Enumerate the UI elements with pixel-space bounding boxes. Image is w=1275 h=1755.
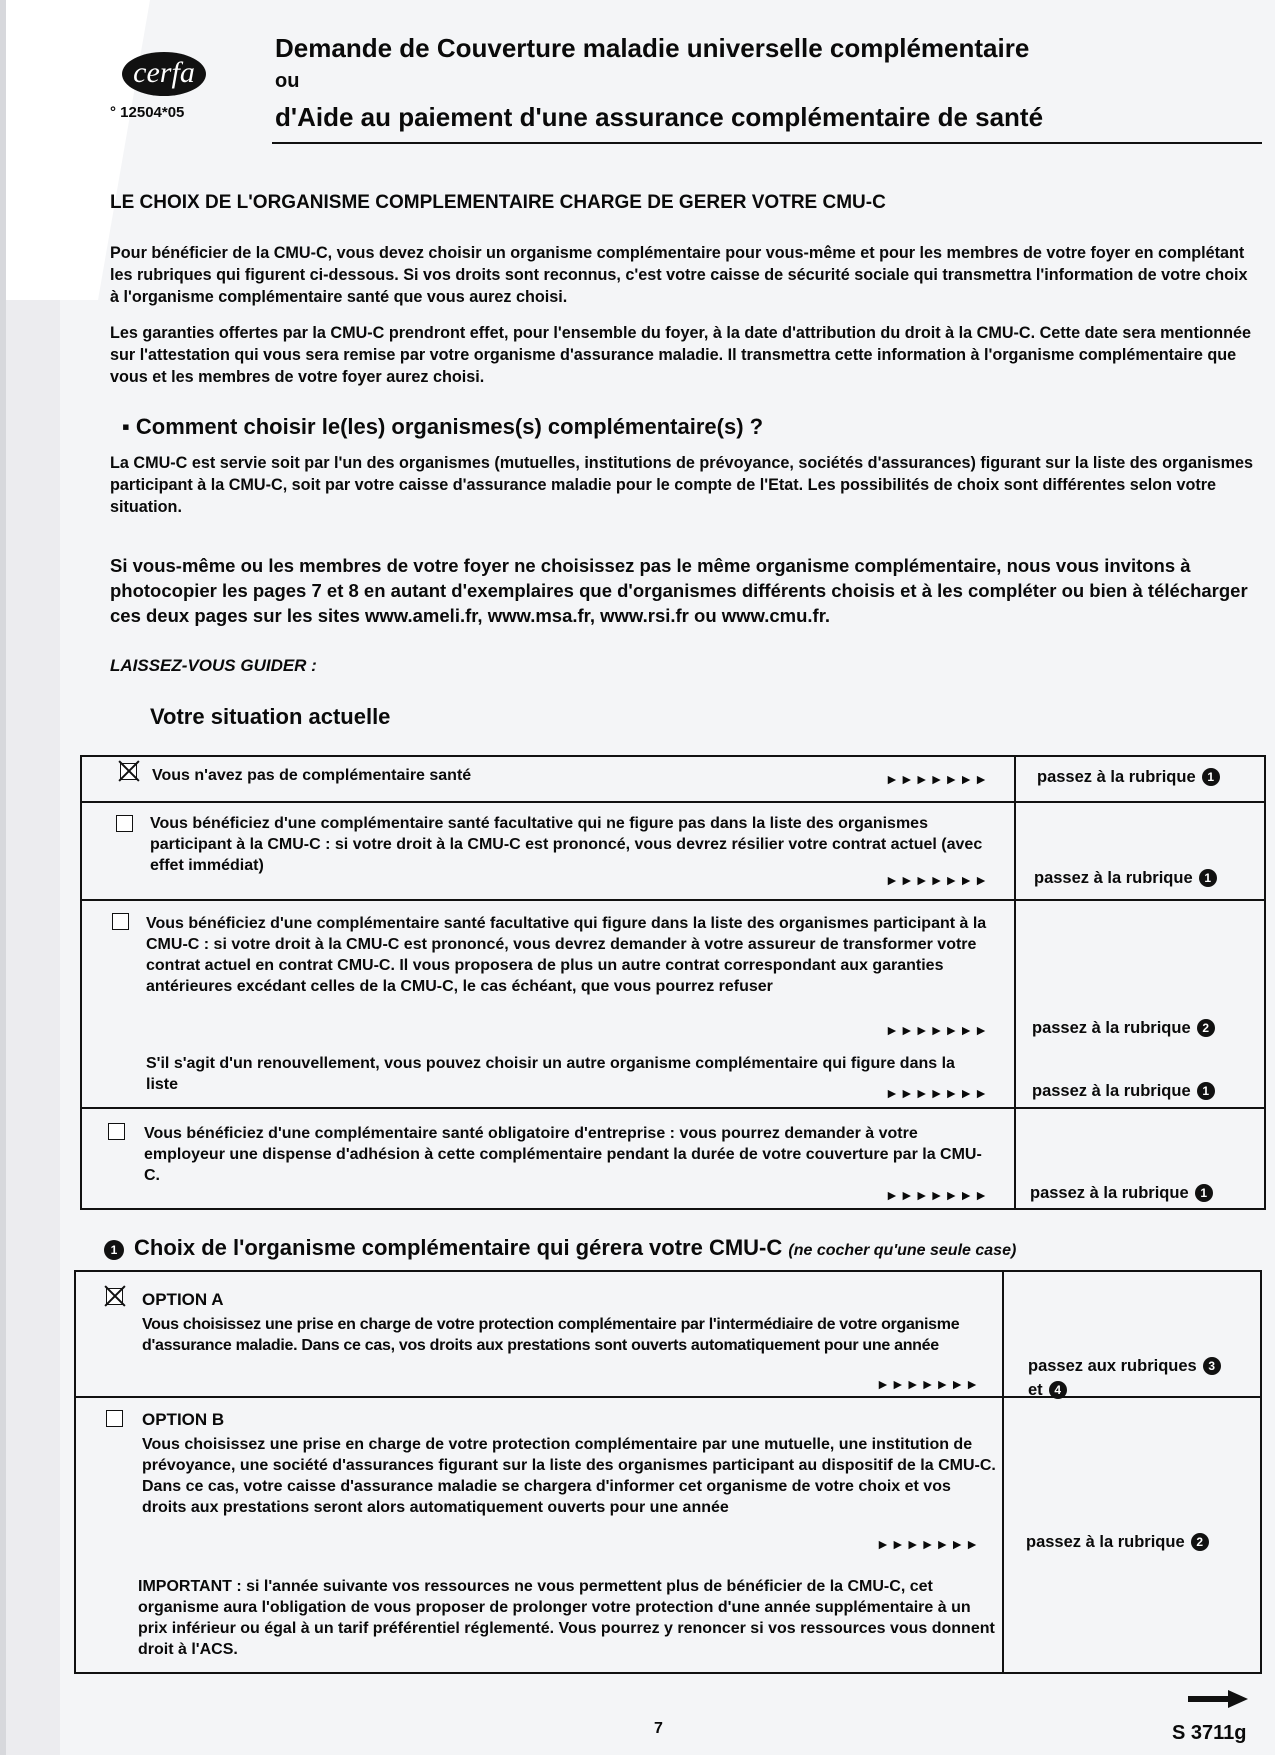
- cerfa-logo: cerfa: [122, 52, 206, 96]
- page-number: 7: [654, 1720, 663, 1737]
- form-code: S 3711g: [1172, 1722, 1247, 1744]
- arrows: ►►►►►►►: [885, 771, 989, 787]
- action-2: passez à la rubrique 1: [1034, 869, 1217, 888]
- subheading: ▪ Comment choisir le(les) organismes(s) complémentaire(s) ?: [122, 414, 764, 439]
- situation-heading: Votre situation actuelle: [150, 704, 391, 729]
- arrows: ►►►►►►►: [885, 1022, 989, 1038]
- title-line-2: d'Aide au paiement d'une assurance complémentaire de santé: [275, 102, 1044, 132]
- scan-edge: [0, 0, 6, 1755]
- arrows: ►►►►►►►: [885, 1187, 989, 1203]
- options-table: [74, 1270, 1262, 1674]
- action-3: passez à la rubrique 2: [1032, 1019, 1215, 1038]
- option-b-label: OPTION B: [142, 1410, 225, 1429]
- form-number: ° 12504*05: [110, 104, 185, 121]
- row-divider: [82, 899, 1264, 901]
- row-divider: [76, 1396, 1260, 1398]
- paragraph-4: Si vous-même ou les membres de votre foyer ne choisissez pas le même organisme complémentaire, nous vous invitons à photocopier les pages 7 et 8 en autant d'exemplaires que d'organismes différents choisis et à les compléter ou bien à télécharger ces deux pages sur les sites www.ameli.fr, www.msa.fr, www.rsi.fr ou www.cmu.fr.: [110, 555, 1248, 626]
- situation-checkbox-1[interactable]: [120, 763, 137, 780]
- title-line-1: Demande de Couverture maladie universelle complémentaire: [275, 33, 1030, 63]
- option-a-checkbox[interactable]: [106, 1288, 123, 1305]
- guide-label: LAISSEZ-VOUS GUIDER :: [110, 656, 317, 675]
- situation-checkbox-4[interactable]: [108, 1123, 125, 1140]
- situation-subtext-3: S'il s'agit d'un renouvellement, vous pouvez choisir un autre organisme complémentaire qui figure dans la liste: [146, 1055, 955, 1093]
- arrows: ►►►►►►►: [876, 1536, 980, 1552]
- choice-note: (ne cocher qu'une seule case): [788, 1242, 1017, 1259]
- paragraph-3: La CMU-C est servie soit par l'un des organismes (mutuelles, institutions de prévoyance, sociétés d'assurances) figurant sur la liste des organismes participant à la CMU-C, soit par votre caisse d'assurance maladie pour le compte de l'Etat. Les possibilités de choix sont différentes selon votre situation.: [110, 454, 1253, 516]
- situation-checkbox-3[interactable]: [112, 913, 129, 930]
- situation-text-4: Vous bénéficiez d'une complémentaire santé obligatoire d'entreprise : vous pourrez demander à votre employeur une dispense d'adhésion à cette complémentaire pendant la durée de votre couverture par la CMU-C.: [144, 1125, 982, 1184]
- arrows: ►►►►►►►: [885, 1085, 989, 1101]
- title-rule: [272, 142, 1262, 144]
- row-divider: [82, 801, 1264, 803]
- option-a-action: passez aux rubriques 3 et 4: [1028, 1354, 1221, 1402]
- option-b-checkbox[interactable]: [106, 1410, 123, 1427]
- paragraph-2: Les garanties offertes par la CMU-C prendront effet, pour l'ensemble du foyer, à la date d'attribution du droit à la CMU-C. Cette date sera mentionnée sur l'attestation qui vous sera remise par votre organisme d'assurance maladie. Il transmettra cette information à l'organisme complémentaire que vous et les membres de votre foyer aurez choisi.: [110, 324, 1252, 386]
- scan-shadow: [0, 240, 60, 1755]
- action-4: passez à la rubrique 1: [1030, 1184, 1213, 1203]
- column-separator: [1002, 1272, 1004, 1672]
- section-heading: LE CHOIX DE L'ORGANISME COMPLEMENTAIRE CHARGE DE GERER VOTRE CMU-C: [110, 192, 886, 213]
- action-1: passez à la rubrique 1: [1037, 768, 1220, 787]
- row-divider: [82, 1107, 1264, 1109]
- situation-table: [80, 755, 1266, 1210]
- title-or: ou: [275, 70, 300, 92]
- next-page-arrow-icon: [1188, 1690, 1248, 1708]
- paragraph-1: Pour bénéficier de la CMU-C, vous devez choisir un organisme complémentaire pour vous-même et pour les membres de votre foyer en complétant les rubriques qui figurent ci-dessous. Si vos droits sont reconnus, c'est votre caisse de sécurité sociale qui transmettra l'information de votre choix à l'organisme complémentaire santé que vous aurez choisi.: [110, 244, 1248, 306]
- number-badge: 1: [104, 1240, 124, 1260]
- option-b-action: passez à la rubrique 2: [1026, 1533, 1209, 1552]
- situation-text-2: Vous bénéficiez d'une complémentaire santé facultative qui ne figure pas dans la liste des organismes participant à la CMU-C : si votre droit à la CMU-C est prononcé, vous devrez résilier votre contrat actuel (avec effet immédiat): [150, 815, 983, 874]
- situation-text-1: Vous n'avez pas de complémentaire santé: [152, 767, 472, 784]
- option-a-text: Vous choisissez une prise en charge de votre protection complémentaire par l'intermédiaire de votre organisme d'assurance maladie. Dans ce cas, vos droits aux prestations sont ouverts automatiquement pour une année: [142, 1316, 960, 1354]
- important-note: IMPORTANT : si l'année suivante vos ressources ne vous permettent plus de bénéficier de la CMU-C, cet organisme aura l'obligation de vous proposer de prolonger votre protection d'une année supplémentaire à un prix inférieur ou égal à un tarif préférentiel réglementé. Vous pourrez y renoncer si vos ressources vous donnent droit à l'ACS.: [138, 1578, 995, 1658]
- option-b-text: Vous choisissez une prise en charge de votre protection complémentaire par une mutuelle, une institution de prévoyance, une société d'assurances figurant sur la liste des organismes participant au dispositif de la CMU-C. Dans ce cas, votre caisse d'assurance maladie se chargera d'informer cet organisme de votre choix et vos droits aux prestations seront alors automatiquement ouverts pour une année: [142, 1436, 996, 1516]
- column-separator: [1014, 757, 1016, 1208]
- choice-heading: 1 Choix de l'organisme complémentaire qui gérera votre CMU-C (ne cocher qu'une seule case): [104, 1235, 1016, 1261]
- action-3b: passez à la rubrique 1: [1032, 1082, 1215, 1101]
- situation-text-3: Vous bénéficiez d'une complémentaire santé facultative qui figure dans la liste des organismes participant à la CMU-C : si votre droit à la CMU-C est prononcé, vous devrez demander à votre assureur de transformer votre contrat actuel en contrat CMU-C. Il vous proposera de plus un autre contrat correspondant aux garanties antérieures excédant celles de la CMU-C, le cas échéant, que vous pourrez refuser: [146, 915, 987, 995]
- arrows: ►►►►►►►: [885, 872, 989, 888]
- option-a-label: OPTION A: [142, 1290, 224, 1309]
- situation-checkbox-2[interactable]: [116, 815, 133, 832]
- arrows: ►►►►►►►: [876, 1376, 980, 1392]
